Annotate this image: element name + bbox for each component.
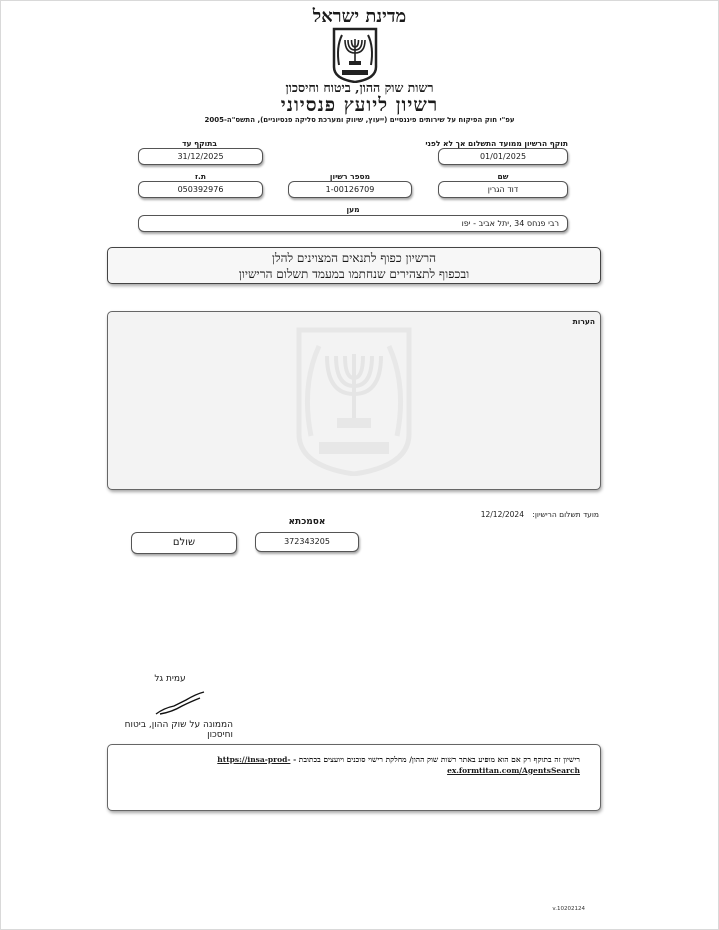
valid-from-field: 01/01/2025 xyxy=(438,148,568,165)
name-label: שם xyxy=(497,172,509,181)
payment-date-label: מועד תשלום הרישיון: xyxy=(532,510,599,519)
payment-date-row xyxy=(400,510,599,519)
conditions-line-2: ובכפוף לתצהירים שנחתמו במעמד תשלום הרישיון xyxy=(238,267,470,281)
address-label: מען xyxy=(346,205,360,214)
valid-to-label: בתוקף עד xyxy=(182,139,217,148)
state-name: מדינת ישראל xyxy=(312,6,407,27)
law-reference: עפ"י חוק הפיקוח על שירותים פיננסיים (ייעוץ, שיווק ומערכת סליקה פנסיוניים), התשס"ה-2005 xyxy=(204,116,515,124)
link-part-1: https://insa-prod- xyxy=(217,755,291,764)
payment-date-value: 12/12/2024 xyxy=(480,510,524,519)
link-part-2: ex.formtitan.com/AgentsSearch xyxy=(447,765,580,775)
address-field: רבי פנחס 34 ,יתל אביב - יפו xyxy=(138,215,568,232)
validity-notice xyxy=(107,744,601,811)
license-number-field: 1-00126709 xyxy=(288,181,412,198)
conditions-line-1: הרשיון כפוף לתנאים המצוינים להלן xyxy=(271,251,437,265)
signer-title: הממונה על שוק ההון, ביטוח וחיסכון xyxy=(124,720,233,740)
signature-image xyxy=(152,688,212,718)
authentication-label: אסמכתא xyxy=(288,517,326,527)
state-emblem-icon xyxy=(330,27,380,83)
license-number-label: מספר רשיון xyxy=(329,172,371,181)
signer-name: עמית גל xyxy=(154,674,186,684)
valid-to-field: 31/12/2025 xyxy=(138,148,263,165)
notes-box xyxy=(107,311,601,490)
id-label: ת.ז xyxy=(195,172,206,181)
notes-label: הערות xyxy=(572,317,595,326)
payment-status-field: שולם xyxy=(131,532,237,554)
document-version: v.10202124 xyxy=(552,906,585,912)
page-title: רשיון ליועץ פנסיוני xyxy=(280,94,439,116)
emblem-watermark-icon xyxy=(291,326,417,476)
license-conditions xyxy=(107,247,601,284)
reference-field: 372343205 xyxy=(255,532,359,552)
id-field: 050392976 xyxy=(138,181,263,198)
authority-name: רשות שוק ההון, ביטוח וחיסכון xyxy=(285,80,434,95)
name-field: דוד הגרין xyxy=(438,181,568,198)
valid-from-label: תוקף הרשיון ממועד התשלום אך לא לפני xyxy=(425,139,568,148)
validity-notice-text: רישיון זה בתוקף רק אם הוא מופיע באתר רשות שוק ההון/ מחלקת רישוי סוכנים ויועצים בכתובת - xyxy=(293,755,580,764)
